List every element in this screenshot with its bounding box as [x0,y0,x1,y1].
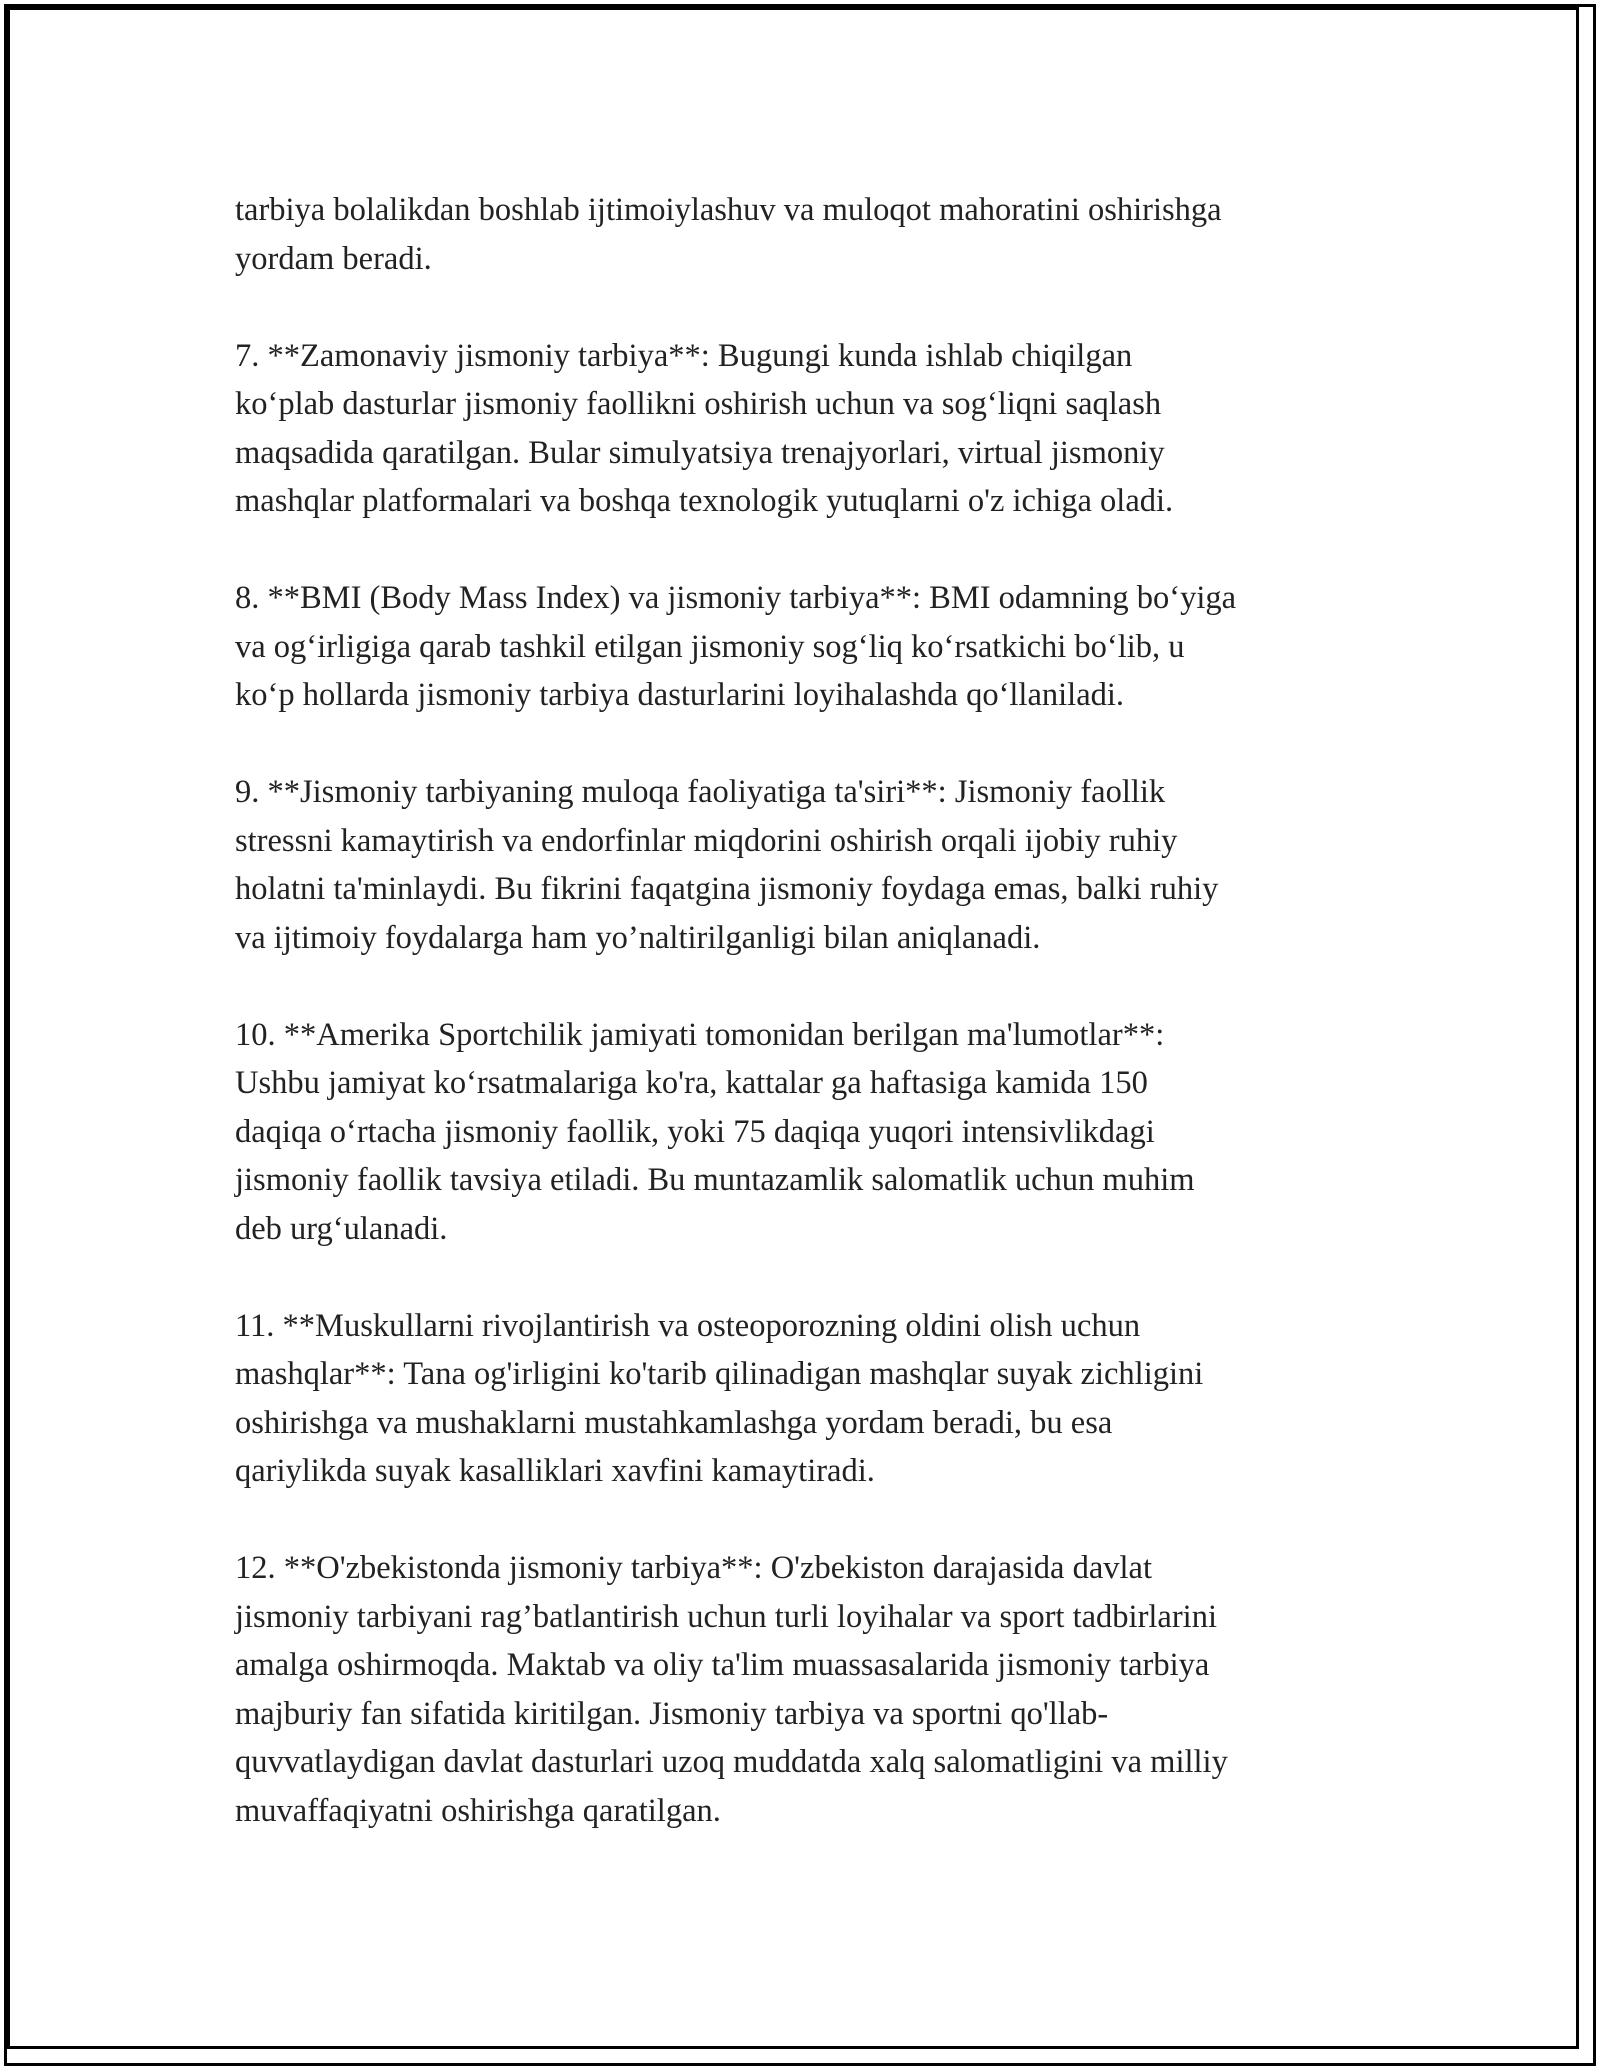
paragraph-item-7: 7. **Zamonaviy jismoniy tarbiya**: Bugungi kunda ishlab chiqilgan ko‘plab dasturlar jismoniy faollikni oshirish uchun va sog‘liqni saqlash maqsadida qaratilgan. Bular simulyatsiya trenajyorlari, virtual jismoniy mashqlar platformalari va boshqa texnologik yutuqlarni o'z ichiga oladi. [235,337,1174,519]
paragraph-item-11: 11. **Muskullarni rivojlantirish va osteoporozning oldini olish uchun mashqlar**: Tana og'irligini ko'tarib qilinadigan mashqlar suyak zichligini oshirishga va mushaklarni mustahkamlashga yordam beradi, bu esa qariylikda suyak kasalliklari xavfini kamaytiradi. [235,1307,1204,1489]
paragraph-item-8: 8. **BMI (Body Mass Index) va jismoniy tarbiya**: BMI odamning bo‘yiga va og‘irligiga qarab tashkil etilgan jismoniy sog‘liq ko‘rsatkichi bo‘lib, u ko‘p hollarda jismoniy tarbiya dasturlarini loyihalashda qo‘llaniladi. [235,580,1237,713]
paragraph-item-12: 12. **O'zbekistonda jismoniy tarbiya**: O'zbekiston darajasida davlat jismoniy tarbiyani rag’batlantirish uchun turli loyihalar va sport tadbirlarini amalga oshirmoqda. Maktab va oliy ta'lim muassasalarida jismoniy tarbiya majburiy fan sifatida kiritilgan. Jismoniy tarbiya va sportni qo'llab- quvvatlaydigan davlat dasturlari uzoq muddatda xalq salomatligini va milliy muvaffaqiyatni oshirishga qaratilgan. [235,1550,1228,1829]
paragraph-continuation: tarbiya bolalikdan boshlab ijtimoiylashuv va muloqot mahoratini oshirishga yordam beradi. [235,192,1222,277]
paragraph-item-9: 9. **Jismoniy tarbiyaning muloqa faoliyatiga ta'siri**: Jismoniy faollik stressni kamaytirish va endorfinlar miqdorini oshirish orqali ijobiy ruhiy holatni ta'minlaydi. Bu fikrini faqatgina jismoniy foydaga emas, balki ruhiy va ijtimoiy foydalarga ham yo’naltirilganligi bilan aniqlanadi. [235,774,1219,956]
document-body [235,186,1385,1884]
paragraph-item-10: 10. **Amerika Sportchilik jamiyati tomonidan berilgan ma'lumotlar**: Ushbu jamiyat ko‘rsatmalariga ko'ra, kattalar ga haftasiga kamida 150 daqiqa o‘rtacha jismoniy faollik, yoki 75 daqiqa yuqori intensivlikdagi jismoniy faollik tavsiya etiladi. Bu muntazamlik salomatlik uchun muhim deb urg‘ulanadi. [235,1016,1195,1247]
